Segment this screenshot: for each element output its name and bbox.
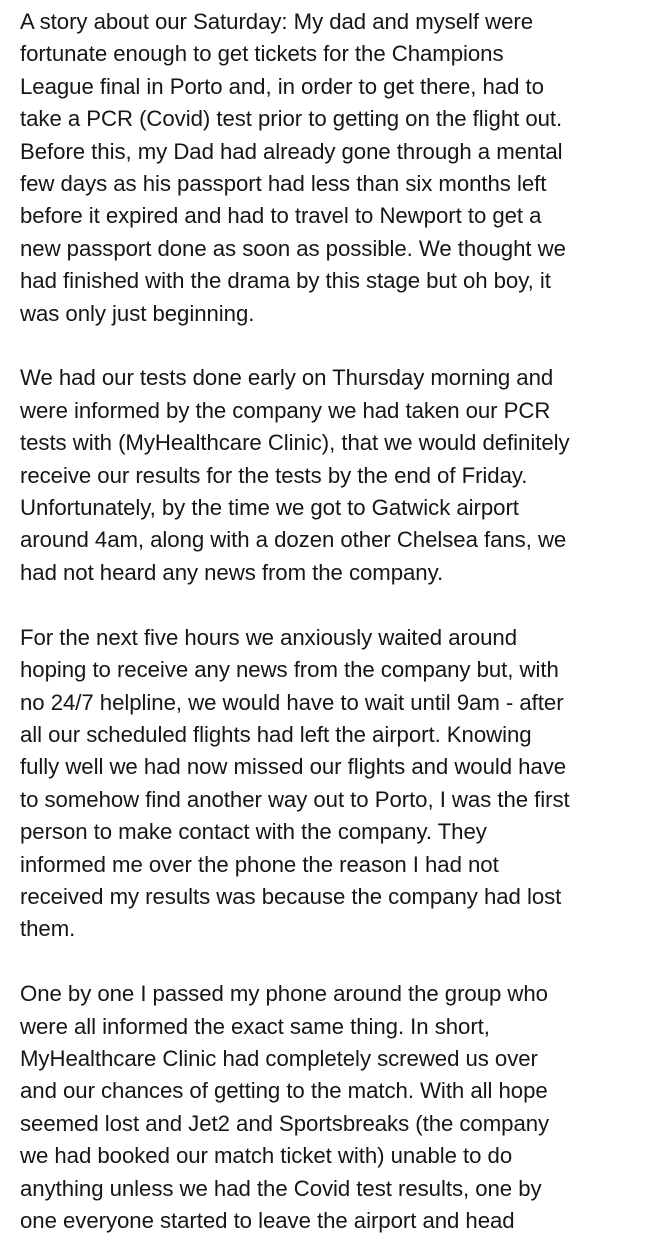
- text-line: anything unless we had the Covid test results, one by: [20, 1175, 542, 1201]
- text-line: new passport done as soon as possible. We thought we: [20, 235, 566, 261]
- text-line: we had booked our match ticket with) unable to do: [20, 1143, 513, 1169]
- text-line: One by one I passed my phone around the group who: [20, 981, 548, 1007]
- text-line: them.: [20, 916, 76, 942]
- text-line: Before this, my Dad had already gone through a mental: [20, 138, 563, 164]
- paragraph-4: [20, 978, 652, 1237]
- text-line: Unfortunately, by the time we got to Gatwick airport: [20, 495, 519, 521]
- text-line: League final in Porto and, in order to get there, had to: [20, 73, 544, 99]
- text-line: no 24/7 helpline, we would have to wait until 9am - after: [20, 689, 564, 715]
- text-line: MyHealthcare Clinic had completely screwed us over: [20, 1045, 538, 1071]
- text-line: all our scheduled flights had left the airport. Knowing: [20, 721, 532, 747]
- text-line: fully well we had now missed our flights and would have: [20, 754, 567, 780]
- paragraph-2: [20, 362, 652, 589]
- text-line: take a PCR (Covid) test prior to getting on the flight out.: [20, 106, 563, 132]
- text-line: had finished with the drama by this stage but oh boy, it: [20, 268, 551, 294]
- text-line: A story about our Saturday: My dad and myself were: [20, 9, 534, 34]
- text-line: hoping to receive any news from the company but, with: [20, 657, 559, 683]
- text-line: We had our tests done early on Thursday morning and: [20, 365, 554, 391]
- text-line: one everyone started to leave the airport and head: [20, 1207, 515, 1233]
- text-line: before it expired and had to travel to Newport to get a: [20, 203, 542, 229]
- text-line: were all informed the exact same thing. In short,: [20, 1013, 490, 1039]
- paragraph-3: [20, 622, 652, 946]
- text-line: to somehow find another way out to Porto, I was the first: [20, 786, 570, 812]
- text-line: few days as his passport had less than six months left: [20, 171, 547, 197]
- paragraph-1: [20, 6, 652, 330]
- text-line: and our chances of getting to the match. With all hope: [20, 1078, 548, 1104]
- text-line: was only just beginning.: [20, 300, 255, 326]
- text-line: were informed by the company we had taken our PCR: [20, 397, 551, 423]
- text-line: around 4am, along with a dozen other Chelsea fans, we: [20, 527, 567, 553]
- text-line: informed me over the phone the reason I had not: [20, 851, 499, 877]
- text-line: received my results was because the company had lost: [20, 883, 562, 909]
- text-line: receive our results for the tests by the end of Friday.: [20, 462, 528, 488]
- text-line: seemed lost and Jet2 and Sportsbreaks (the company: [20, 1110, 550, 1136]
- text-line: person to make contact with the company. They: [20, 819, 487, 845]
- text-line: had not heard any news from the company.: [20, 559, 444, 585]
- text-line: tests with (MyHealthcare Clinic), that we would definitely: [20, 430, 570, 456]
- text-line: For the next five hours we anxiously waited around: [20, 624, 517, 650]
- text-line: fortunate enough to get tickets for the Champions: [20, 41, 504, 67]
